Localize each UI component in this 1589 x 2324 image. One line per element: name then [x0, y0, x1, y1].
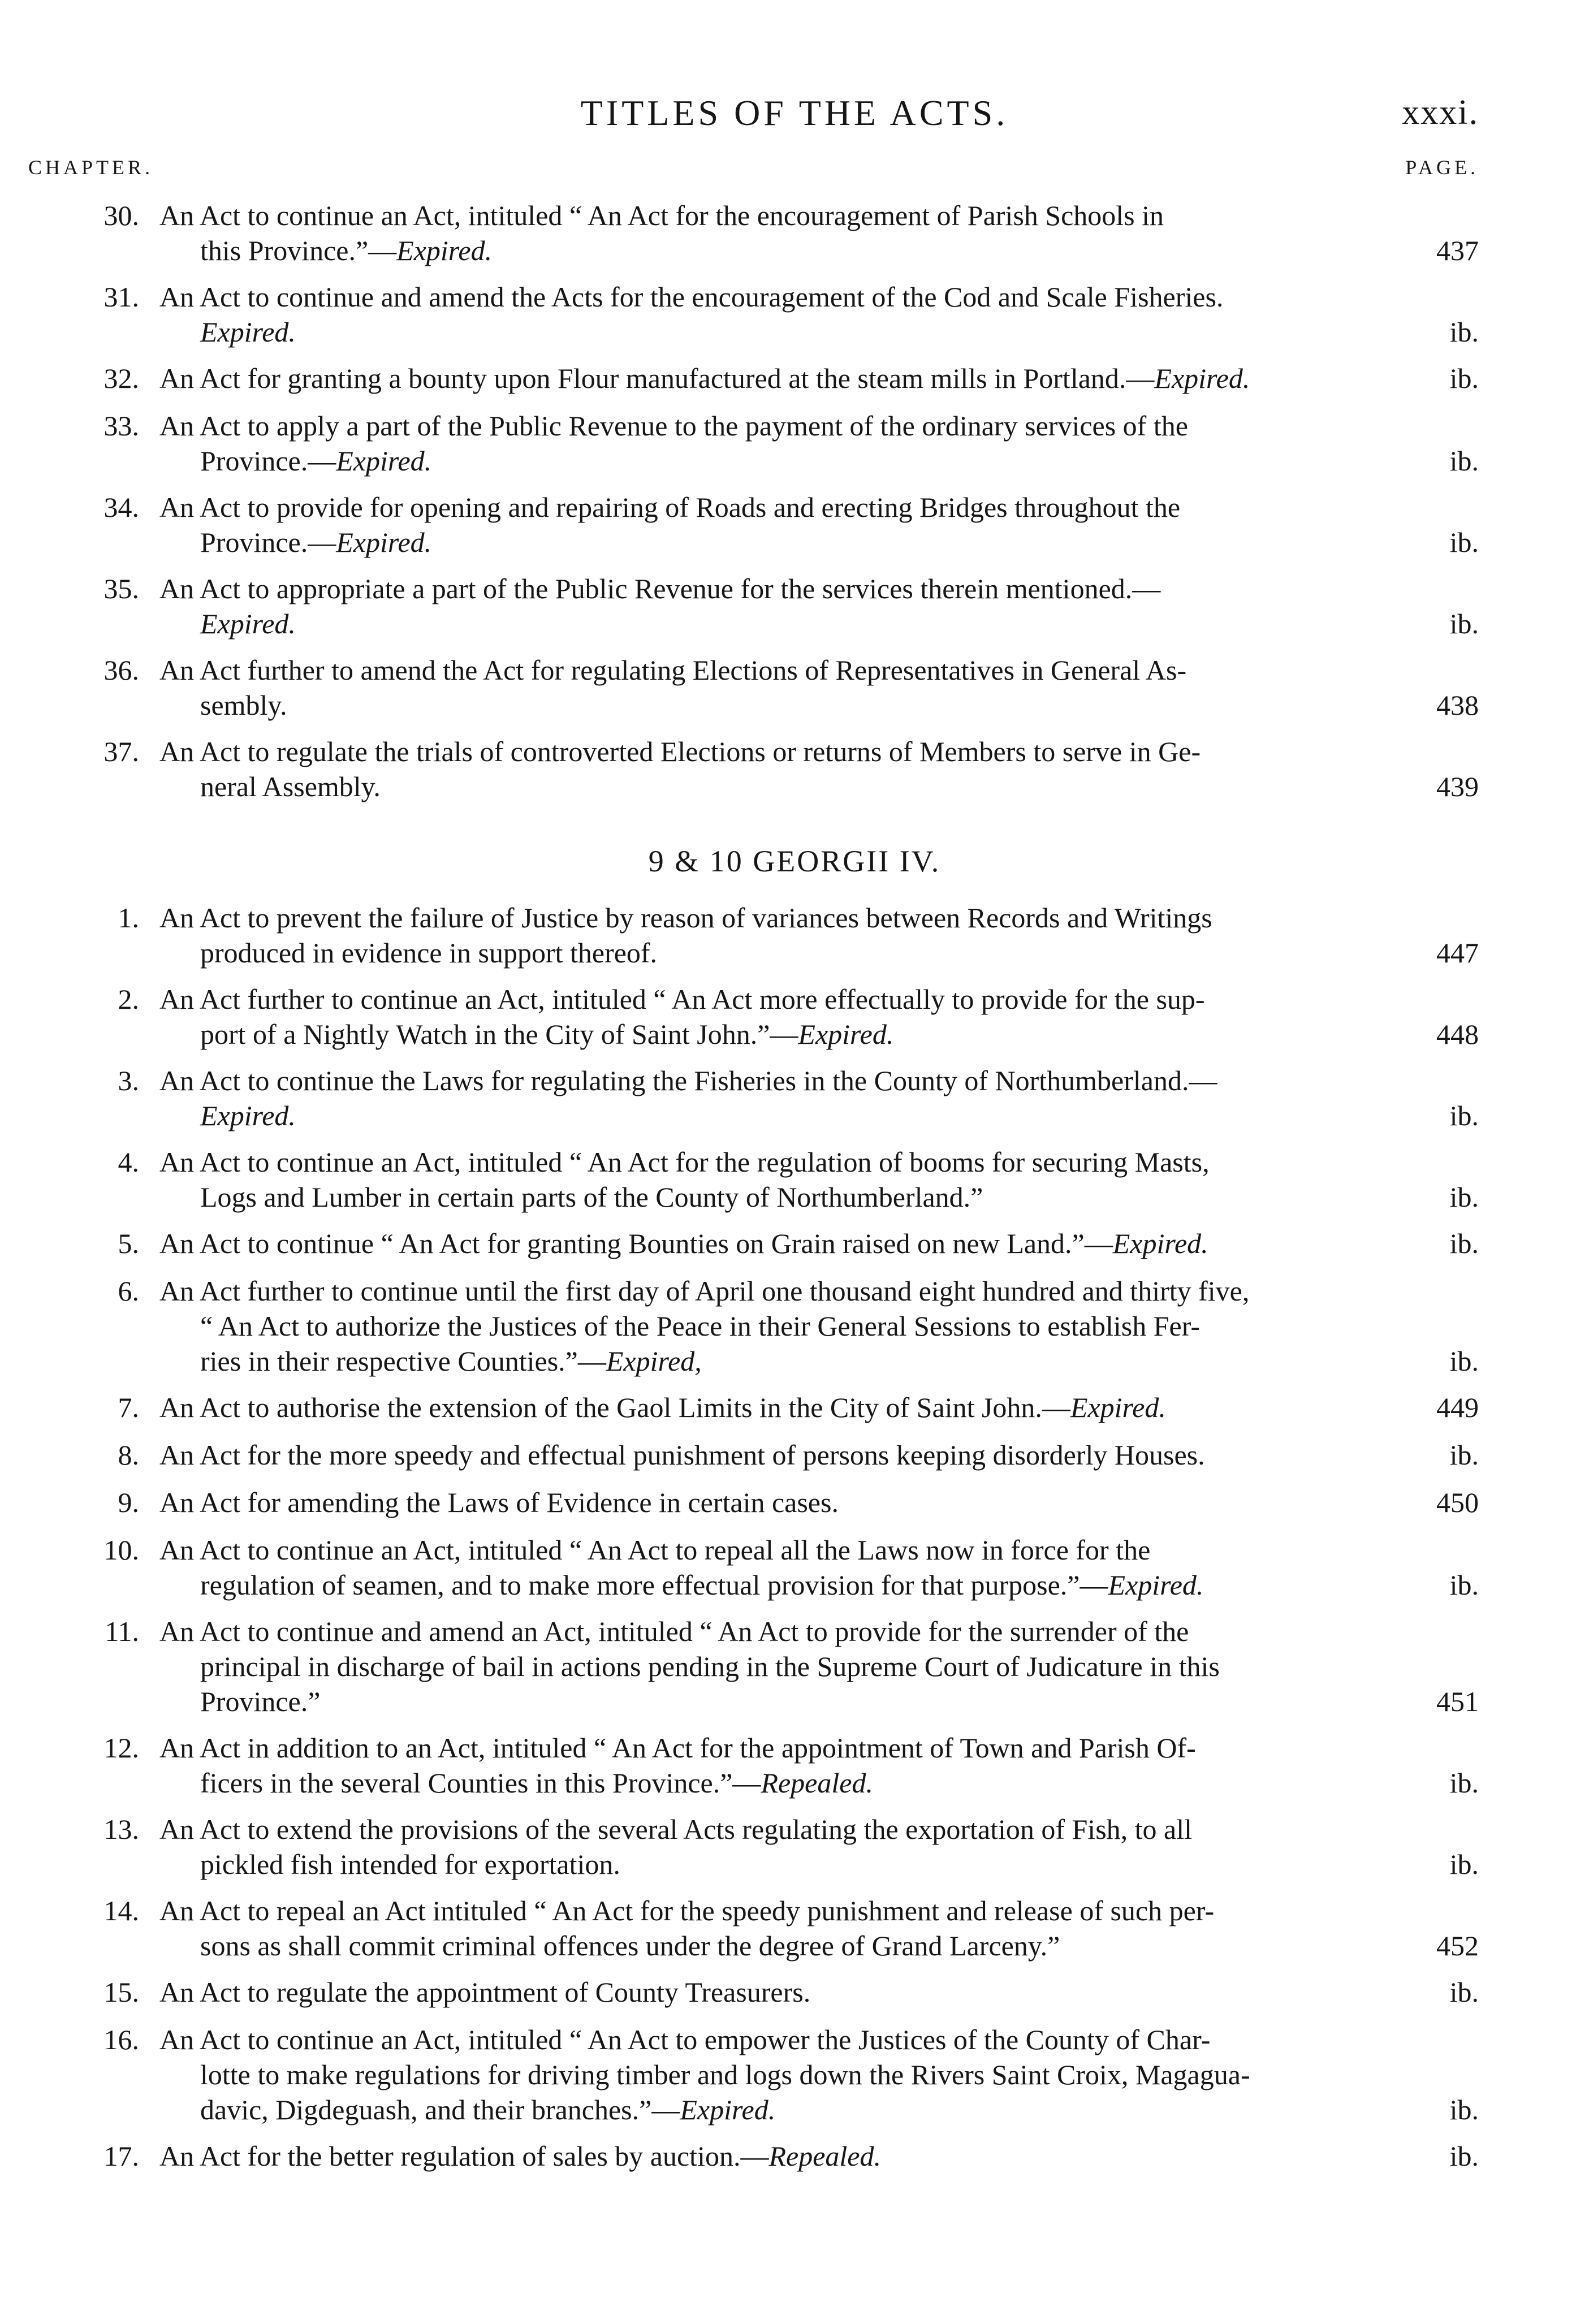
page-column-label: PAGE. — [1405, 156, 1479, 179]
chapter-number: 8. — [118, 1439, 139, 1471]
act-title-line — [159, 935, 1420, 970]
act-title — [159, 571, 1420, 641]
act-title-line — [159, 408, 1420, 443]
page-reference: 448 — [1436, 1018, 1479, 1050]
act-title-line — [159, 1614, 1420, 1649]
act-title-line — [159, 490, 1420, 525]
act-status: Repealed. — [761, 1767, 873, 1799]
chapter-number: 37. — [103, 736, 139, 767]
page-reference: ib. — [1449, 1100, 1479, 1131]
act-title-text: Province.— — [200, 445, 336, 477]
act-title — [159, 408, 1420, 478]
act-title-text: ries in their respective Counties.”— — [200, 1345, 606, 1377]
act-title-line — [159, 1812, 1420, 1847]
act-title-text: An Act to continue an Act, intituled “ An Act for the regulation of booms for securing Masts, — [159, 1146, 1210, 1178]
act-title-line — [159, 1765, 1420, 1800]
act-title-text: davic, Digdeguash, and their branches.”— — [200, 2094, 680, 2126]
act-title-text: An Act to regulate the trials of controverted Elections or returns of Members to serve in Ge- — [159, 736, 1201, 767]
act-title — [159, 1812, 1420, 1882]
act-title-text: An Act for granting a bounty upon Flour manufactured at the steam mills in Portland.— — [159, 362, 1155, 394]
act-title-text: An Act in addition to an Act, intituled “ An Act for the appointment of Town and Parish Of- — [159, 1732, 1196, 1764]
act-title-line — [159, 2139, 1420, 2174]
act-status: Expired. — [200, 316, 296, 348]
act-title — [159, 982, 1420, 1052]
chapter-number: 3. — [118, 1065, 139, 1096]
page-reference: ib. — [1449, 1569, 1479, 1601]
act-title-line — [159, 900, 1420, 935]
chapter-number: 12. — [103, 1732, 139, 1764]
page-reference: 439 — [1436, 771, 1479, 802]
act-status: Expired. — [1070, 1392, 1166, 1423]
act-title-line — [159, 1730, 1420, 1765]
page-reference: 451 — [1436, 1686, 1479, 1717]
running-title: TITLES OF THE ACTS. — [580, 93, 1009, 133]
act-status: Expired. — [798, 1018, 894, 1050]
act-title-text: An Act further to amend the Act for regulating Elections of Representatives in General As- — [159, 654, 1187, 686]
act-title-text: An Act to provide for opening and repairing of Roads and erecting Bridges throughout the — [159, 491, 1181, 523]
act-title-line — [159, 1437, 1420, 1472]
act-title-line — [159, 734, 1420, 769]
chapter-number: 7. — [118, 1392, 139, 1423]
act-title-text: An Act to extend the provisions of the several Acts regulating the exportation of Fish, to all — [159, 1813, 1193, 1845]
act-title-text: Logs and Lumber in certain parts of the County of Northumberland.” — [200, 1181, 983, 1213]
act-title — [159, 2022, 1420, 2127]
act-title-text: An Act to regulate the appointment of County Treasurers. — [159, 1976, 811, 2008]
act-title-text: “ An Act to authorize the Justices of the Peace in their General Sessions to establish Fer- — [200, 1310, 1200, 1342]
act-title-text: sembly. — [200, 689, 287, 721]
act-title-text: this Province.”— — [200, 235, 397, 266]
act-title — [159, 490, 1420, 560]
chapter-number: 2. — [118, 983, 139, 1015]
act-title — [159, 1226, 1420, 1261]
act-title-line — [159, 1928, 1420, 1963]
act-status: Expired. — [200, 608, 296, 640]
page-number: xxxi. — [1402, 93, 1479, 132]
act-title-line — [159, 443, 1420, 478]
act-title-line — [159, 1532, 1420, 1567]
page-reference: ib. — [1449, 1848, 1479, 1880]
act-status: Expired. — [336, 445, 432, 477]
act-title-line — [159, 688, 1420, 723]
chapter-number: 16. — [103, 2024, 139, 2055]
act-title-line — [159, 1063, 1420, 1098]
act-status: Expired. — [200, 1100, 296, 1131]
act-title-text: sons as shall commit criminal offences under the degree of Grand Larceny.” — [200, 1930, 1060, 1962]
chapter-number: 30. — [103, 200, 139, 231]
page-reference: ib. — [1449, 608, 1479, 640]
act-title-line — [159, 1180, 1420, 1215]
act-title — [159, 1532, 1420, 1602]
page-reference: ib. — [1449, 1767, 1479, 1799]
act-title-text: principal in discharge of bail in actions pending in the Supreme Court of Judicature in this — [200, 1651, 1220, 1682]
act-title-line — [159, 769, 1420, 804]
page-reference: ib. — [1449, 1976, 1479, 2008]
page-reference: ib. — [1449, 1181, 1479, 1213]
page-reference: 449 — [1436, 1392, 1479, 1423]
act-title-line — [159, 653, 1420, 688]
act-title-line — [159, 1649, 1420, 1684]
act-title-text: lotte to make regulations for driving timber and logs down the Rivers Saint Croix, Magagua- — [200, 2059, 1250, 2090]
act-title — [159, 198, 1420, 268]
act-status: Expired. — [1108, 1569, 1204, 1601]
act-title — [159, 1730, 1420, 1800]
act-title-line — [159, 314, 1420, 349]
act-title-text: produced in evidence in support thereof. — [200, 937, 658, 969]
chapter-number: 1. — [118, 902, 139, 934]
chapter-number: 32. — [103, 362, 139, 394]
act-status: Expired. — [680, 2094, 776, 2126]
act-title-line — [159, 1144, 1420, 1180]
page-reference: 437 — [1436, 235, 1479, 266]
act-title-text: An Act for the better regulation of sales by auction.— — [159, 2140, 769, 2172]
chapter-number: 14. — [103, 1895, 139, 1926]
page-reference: 452 — [1436, 1930, 1479, 1962]
act-title-text: An Act for amending the Laws of Evidence in certain cases. — [159, 1487, 839, 1518]
act-title — [159, 900, 1420, 970]
chapter-number: 13. — [103, 1813, 139, 1845]
act-title-line — [159, 1567, 1420, 1602]
chapter-number: 9. — [118, 1487, 139, 1518]
section-heading: 9 & 10 GEORGII IV. — [648, 844, 941, 878]
act-title-text: Province.— — [200, 526, 336, 558]
act-title-line — [159, 1344, 1420, 1379]
act-title-text: An Act to continue and amend the Acts for the encouragement of the Cod and Scale Fisheries. — [159, 281, 1224, 313]
act-title-text: An Act to repeal an Act intituled “ An Act for the speedy punishment and release of such per- — [159, 1895, 1215, 1926]
act-title-text: An Act to prevent the failure of Justice by reason of variances between Records and Writings — [159, 902, 1212, 934]
act-title-text: An Act to continue an Act, intituled “ An Act to empower the Justices of the County of Char- — [159, 2024, 1211, 2055]
act-title-text: An Act to continue an Act, intituled “ An Act for the encouragement of Parish Schools in — [159, 200, 1164, 231]
act-title-line — [159, 279, 1420, 314]
act-status: Expired. — [336, 526, 432, 558]
act-title-text: An Act to appropriate a part of the Public Revenue for the services therein mentioned.— — [159, 573, 1161, 604]
act-title-text: An Act further to continue until the first day of April one thousand eight hundred and thirty five, — [159, 1275, 1250, 1307]
act-title-text: ficers in the several Counties in this Province.”— — [200, 1767, 761, 1799]
act-title-line — [159, 525, 1420, 560]
act-status: Expired. — [396, 235, 493, 266]
page-reference: ib. — [1449, 2094, 1479, 2126]
act-title-text: neral Assembly. — [200, 771, 381, 802]
act-title-line — [159, 233, 1420, 268]
act-title-line — [159, 2057, 1420, 2092]
act-title — [159, 1144, 1420, 1215]
act-title-line — [159, 606, 1420, 641]
act-title-text: port of a Nightly Watch in the City of Saint John.”— — [200, 1018, 798, 1050]
act-title — [159, 1063, 1420, 1133]
page-reference: 438 — [1436, 689, 1479, 721]
act-title-line — [159, 1975, 1420, 2010]
page-reference: ib. — [1449, 526, 1479, 558]
page-reference: ib. — [1449, 362, 1479, 394]
act-title-line — [159, 1684, 1420, 1719]
act-title-line — [159, 1485, 1420, 1520]
page-reference: ib. — [1449, 316, 1479, 348]
act-title — [159, 361, 1420, 396]
act-title — [159, 1614, 1420, 1719]
page-reference: ib. — [1449, 1228, 1479, 1259]
act-title — [159, 734, 1420, 804]
act-title-line — [159, 982, 1420, 1017]
act-status: Expired. — [1154, 362, 1250, 394]
act-title-text: regulation of seamen, and to make more effectual provision for that purpose.”— — [200, 1569, 1108, 1601]
act-title-text: An Act to continue the Laws for regulating the Fisheries in the County of Northumberland.— — [159, 1065, 1217, 1096]
act-title-line — [159, 2092, 1420, 2127]
act-title-line — [159, 1308, 1420, 1344]
act-title — [159, 1437, 1420, 1472]
act-title-line — [159, 571, 1420, 606]
chapter-number: 33. — [103, 410, 139, 442]
page-reference: ib. — [1449, 2140, 1479, 2172]
chapter-number: 17. — [103, 2140, 139, 2172]
act-status: Expired, — [606, 1345, 702, 1377]
chapter-number: 34. — [103, 491, 139, 523]
chapter-column-label: CHAPTER. — [28, 156, 154, 179]
page-reference: 447 — [1436, 937, 1479, 969]
chapter-number: 31. — [103, 281, 139, 313]
chapter-number: 4. — [118, 1146, 139, 1178]
act-title — [159, 1390, 1420, 1425]
act-title — [159, 2139, 1420, 2174]
act-title — [159, 1893, 1420, 1963]
act-title-line — [159, 1390, 1420, 1425]
act-title-text: An Act for the more speedy and effectual punishment of persons keeping disorderly Houses. — [159, 1439, 1205, 1471]
chapter-number: 10. — [103, 1534, 139, 1566]
act-status: Repealed. — [768, 2140, 881, 2172]
act-title-text: An Act to continue “ An Act for granting Bounties on Grain raised on new Land.”— — [159, 1228, 1113, 1259]
act-title-text: An Act to apply a part of the Public Revenue to the payment of the ordinary services of the — [159, 410, 1188, 442]
act-title — [159, 653, 1420, 723]
chapter-number: 6. — [118, 1275, 139, 1307]
page-reference: ib. — [1449, 1439, 1479, 1471]
chapter-number: 11. — [105, 1615, 139, 1647]
page-reference: 450 — [1436, 1487, 1479, 1518]
page-reference: ib. — [1449, 1345, 1479, 1377]
act-status: Expired. — [1112, 1228, 1208, 1259]
act-title-line — [159, 361, 1420, 396]
act-title-text: An Act to continue and amend an Act, intituled “ An Act to provide for the surrender of the — [159, 1615, 1189, 1647]
act-title-text: An Act further to continue an Act, intituled “ An Act more effectually to provide for the sup- — [159, 983, 1205, 1015]
act-title-text: Province.” — [200, 1686, 321, 1717]
act-title — [159, 1975, 1420, 2010]
act-title-line — [159, 2022, 1420, 2057]
act-title-line — [159, 198, 1420, 233]
act-title-text: pickled fish intended for exportation. — [200, 1848, 620, 1880]
chapter-number: 35. — [103, 573, 139, 604]
chapter-number: 36. — [103, 654, 139, 686]
act-title-text: An Act to continue an Act, intituled “ An Act to repeal all the Laws now in force for the — [159, 1534, 1151, 1566]
act-title-line — [159, 1017, 1420, 1052]
chapter-number: 5. — [118, 1228, 139, 1259]
act-title-text: An Act to authorise the extension of the Gaol Limits in the City of Saint John.— — [159, 1392, 1070, 1423]
act-title — [159, 1273, 1420, 1379]
act-title-line — [159, 1098, 1420, 1133]
act-title-line — [159, 1226, 1420, 1261]
page-reference: ib. — [1449, 445, 1479, 477]
act-title — [159, 279, 1420, 349]
act-title-line — [159, 1893, 1420, 1928]
chapter-number: 15. — [103, 1976, 139, 2008]
act-title-line — [159, 1847, 1420, 1882]
act-title-line — [159, 1273, 1420, 1308]
act-title — [159, 1485, 1420, 1520]
